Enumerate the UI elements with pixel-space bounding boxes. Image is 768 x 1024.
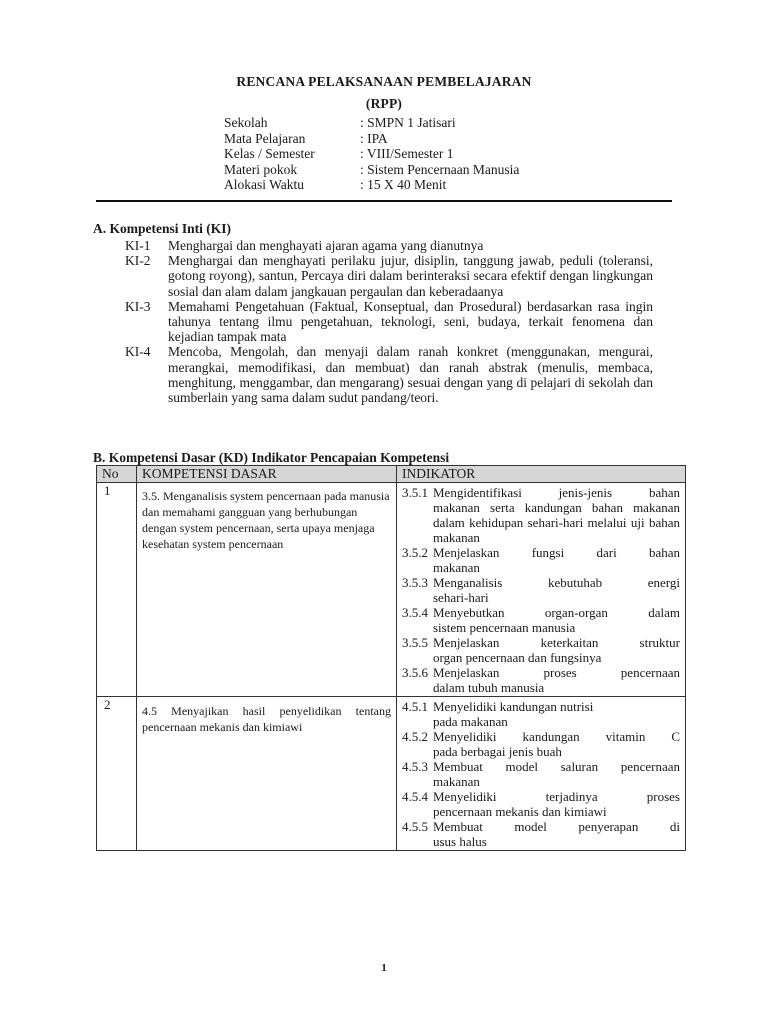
indicator-text xyxy=(433,605,680,635)
info-value: : 15 X 40 Menit xyxy=(360,177,447,192)
info-label: Alokasi Waktu xyxy=(224,177,305,192)
indicator-continuation: organ pencernaan dan fungsinya xyxy=(433,650,602,665)
info-value: : IPA xyxy=(360,130,388,146)
ki-item xyxy=(125,344,653,405)
indicator-continuation: sehari-hari xyxy=(433,590,489,605)
info-label: Sekolah xyxy=(224,115,268,130)
row-number: 2 xyxy=(97,697,137,851)
indicator-line: Menjelaskan keterkaitan struktur xyxy=(433,635,680,650)
indicator-text xyxy=(433,759,680,789)
indicator-text xyxy=(433,665,680,695)
info-label: Mata Pelajaran xyxy=(224,130,306,146)
ki-text: Menghargai dan menghayati perilaku jujur, disiplin, tanggung jawab, peduli (toleransi, gotong royong), santun, Percaya diri dalam berinteraksi secara efektif dengan lingkungan sosial dan alam dalam jangkauan pergaulan dan keberadaanya xyxy=(168,253,653,299)
indicator-text xyxy=(433,635,680,665)
ki-item xyxy=(125,253,653,299)
indicator-code: 4.5.5 xyxy=(402,819,428,834)
indicator-item xyxy=(402,789,680,819)
section-b-title: B. Kompetensi Dasar (KD) Indikator Pencapaian Kompetensi xyxy=(93,450,450,465)
indicator-text xyxy=(433,729,680,759)
indicator-item xyxy=(402,759,680,789)
indicator-text xyxy=(433,545,680,575)
indicator-continuation: sistem pencernaan manusia xyxy=(433,620,576,635)
indicator-code: 4.5.2 xyxy=(402,729,428,744)
ki-text: Mencoba, Mengolah, dan menyaji dalam ranah konkret (menggunakan, mengurai, merangkai, memodifikasi, dan membuat) dan ranah abstrak (menulis, membaca, menghitung, menggambar, dan mengarang) sesuai dengan yang di pelajari di sekolah dan sumberlain yang sama dalam sudut pandang/teori. xyxy=(168,344,653,406)
indicator-code: 3.5.5 xyxy=(402,635,428,650)
kd-cell xyxy=(137,697,397,851)
indicator-line: Menjelaskan fungsi dari bahan xyxy=(433,545,680,560)
info-value: : VIII/Semester 1 xyxy=(360,146,454,161)
indicator-line: Membuat model saluran pencernaan xyxy=(433,759,680,774)
indicator-continuation: pada berbagai jenis buah xyxy=(433,744,562,759)
indicator-text xyxy=(433,789,680,819)
indicator-code: 3.5.4 xyxy=(402,605,428,620)
indicator-code: 3.5.1 xyxy=(402,485,428,500)
ki-item xyxy=(125,299,653,345)
indicator-continuation: makanan serta kandungan bahan makanan dalam kehidupan sehari-hari melalui uji bahan makanan xyxy=(433,500,680,545)
info-row-school xyxy=(224,115,519,131)
ki-code: KI-3 xyxy=(125,298,151,314)
ki-text: Memahami Pengetahuan (Faktual, Konseptual, dan Prosedural) berdasarkan rasa ingin tahunya tentang ilmu pengetahuan, teknologi, seni, budaya, terkait fenomena dan kejadian tampak mata xyxy=(168,298,653,345)
indicator-code: 4.5.3 xyxy=(402,759,428,774)
info-block xyxy=(224,115,519,193)
indicator-line: Menyebutkan organ-organ dalam xyxy=(433,605,680,620)
info-value: : Sistem Pencernaan Manusia xyxy=(360,161,520,177)
page-number: 1 xyxy=(381,962,387,974)
indicator-code: 3.5.3 xyxy=(402,575,428,590)
indicator-line: Menjelaskan proses pencernaan xyxy=(433,665,680,680)
kd-text: 4.5 Menyajikan hasil penyelidikan tentang pencernaan mekanis dan kimiawi xyxy=(142,704,391,734)
indicator-code: 4.5.4 xyxy=(402,789,428,804)
indicator-item xyxy=(402,485,680,545)
ki-list xyxy=(125,238,653,405)
table-header-row xyxy=(97,466,686,483)
indicator-text xyxy=(433,575,680,605)
ki-item xyxy=(125,238,653,253)
ki-code: KI-1 xyxy=(125,238,151,253)
indicator-item xyxy=(402,819,680,849)
indicator-cell xyxy=(397,697,686,851)
indicator-line: Mengidentifikasi jenis-jenis bahan xyxy=(433,485,680,500)
indicator-code: 4.5.1 xyxy=(402,699,428,714)
indicator-continuation: makanan xyxy=(433,774,480,789)
kd-cell xyxy=(137,483,397,697)
column-header-indicator: INDIKATOR xyxy=(397,466,686,483)
indicator-line: Menyelidiki kandungan nutrisi xyxy=(433,699,594,714)
indicator-line: Menganalisis kebutuhab energi xyxy=(433,575,680,590)
column-header-no: No xyxy=(97,466,137,483)
indicator-line: Menyelidiki kandungan vitamin C xyxy=(433,729,680,744)
row-number: 1 xyxy=(97,483,137,697)
indicator-continuation: makanan xyxy=(433,560,480,575)
header-divider xyxy=(96,200,672,202)
info-label: Kelas / Semester xyxy=(224,146,315,161)
indicator-continuation: pada makanan xyxy=(433,714,508,729)
indicator-item xyxy=(402,635,680,665)
indicator-code: 3.5.6 xyxy=(402,665,428,680)
indicator-continuation: dalam tubuh manusia xyxy=(433,680,545,695)
indicator-continuation: pencernaan mekanis dan kimiawi xyxy=(433,804,607,819)
ki-code: KI-4 xyxy=(125,344,151,360)
indicator-item xyxy=(402,729,680,759)
indicator-cell xyxy=(397,483,686,697)
info-label: Materi pokok xyxy=(224,161,298,177)
indicator-item xyxy=(402,575,680,605)
ki-text: Menghargai dan menghayati ajaran agama yang dianutnya xyxy=(168,238,484,253)
indicator-item xyxy=(402,605,680,635)
indicator-item xyxy=(402,665,680,695)
info-row-time xyxy=(224,177,519,193)
info-row-class xyxy=(224,146,519,162)
kd-text: 3.5. Menganalisis system pencernaan pada manusia dan memahami gangguan yang berhubungan dengan system pencernaan, serta upaya menjaga kesehatan system pencernaan xyxy=(142,489,390,551)
indicator-line: Menyelidiki terjadinya proses xyxy=(433,789,680,804)
document-subtitle: (RPP) xyxy=(365,96,403,111)
table-row xyxy=(97,483,686,697)
indicator-item xyxy=(402,545,680,575)
indicator-text xyxy=(433,485,680,545)
info-row-topic xyxy=(224,162,519,178)
indicator-line: Membuat model penyerapan di xyxy=(433,819,680,834)
indicator-item xyxy=(402,699,680,729)
indicator-text xyxy=(433,819,680,849)
column-header-kd: KOMPETENSI DASAR xyxy=(137,466,397,483)
indicator-text xyxy=(433,699,680,729)
table-row xyxy=(97,697,686,851)
indicator-code: 3.5.2 xyxy=(402,545,428,560)
info-row-subject xyxy=(224,131,519,147)
indicator-continuation: usus halus xyxy=(433,834,487,849)
info-value: : SMPN 1 Jatisari xyxy=(360,115,456,130)
ki-code: KI-2 xyxy=(125,253,151,269)
document-title: RENCANA PELAKSANAAN PEMBELAJARAN xyxy=(236,74,532,89)
section-a-title: A. Kompetensi Inti (KI) xyxy=(93,221,231,236)
kd-table xyxy=(96,465,686,851)
